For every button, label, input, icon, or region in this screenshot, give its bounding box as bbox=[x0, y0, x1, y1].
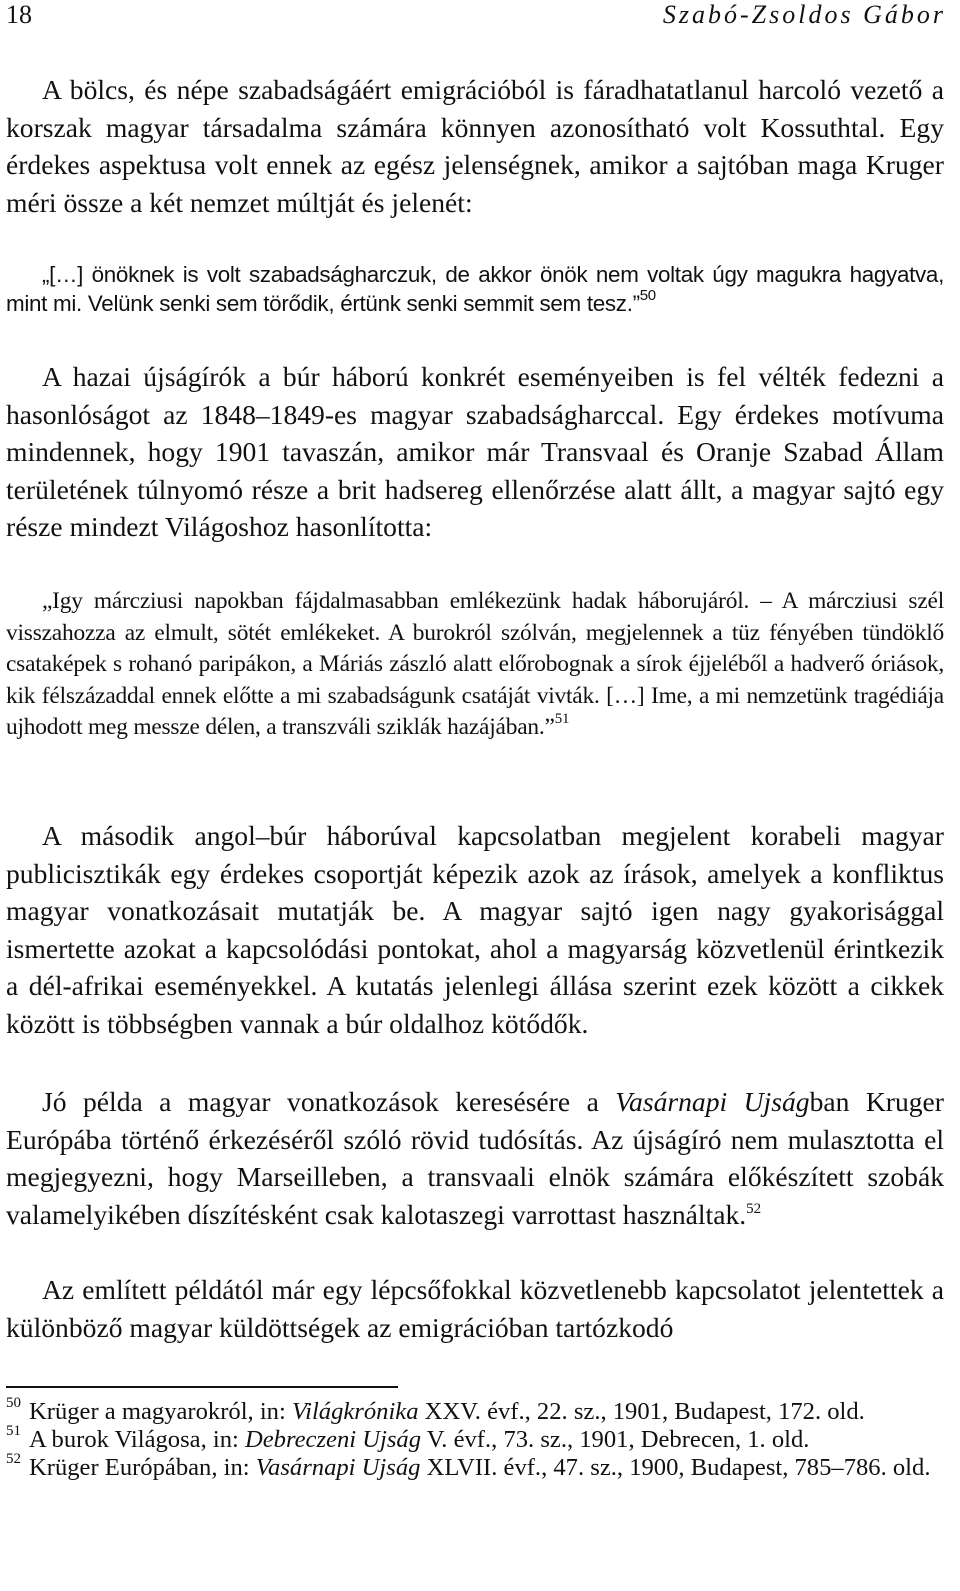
footnote-text: V. évf., 73. sz., 1901, Debrecen, 1. old. bbox=[421, 1425, 810, 1453]
footnote-51 bbox=[6, 1422, 944, 1454]
paragraph-kuldottsegek: Az említett példától már egy lépcsőfokkal közvetlenebb kapcsolatot jelentettek a különböző magyar küldöttségek az emigrációban tartózkodó bbox=[6, 1274, 944, 1343]
footnote-divider bbox=[6, 1386, 398, 1388]
footnote-52 bbox=[6, 1450, 944, 1482]
footnote-text: XLVII. évf., 47. sz., 1900, Budapest, 785–786. old. bbox=[420, 1453, 931, 1481]
quote-text: „[…] önöknek is volt szabadságharczuk, de akkor önök nem voltak úgy magukra hagyatva, mint mi. Velünk senki sem törődik, értünk senki semmit sem tesz.” bbox=[6, 262, 944, 316]
footnote-source: Vasárnapi Ujság bbox=[255, 1453, 421, 1481]
paragraph-kossuth: A bölcs, és népe szabadságáért emigrációból is fáradhatatlanul harcoló vezető a korszak magyar társadalma számára könnyen azonosítható volt Kossuthtal. Egy érdekes aspektusa volt ennek az egész jelenségnek, amikor a sajtóban maga Kruger méri össze a két nemzet múltját és jelenét: bbox=[6, 74, 944, 218]
quote-text: „Igy márcziusi napokban fájdalmasabban emlékezünk hadak háborujáról. – A márcziusi szél visszahozza az elmult, sötét emlékeket. A burokról szólván, megjelennek a tüz fényében tündöklő csataképek s rohanó paripákon, a Máriás zászló alatt előrobognak a sírok éjjeléből a hadverő óriások, kik félszázaddal ennek előtte a mi szabadságunk csatáját vivták. […] Ime, a mi nemzetünk tragédiája ujhodott meg messze délen, a transzváli sziklák hazájában.” bbox=[6, 588, 944, 740]
footnote-source: Világkrónika bbox=[291, 1398, 419, 1425]
footnote-source: Debreczeni Ujság bbox=[245, 1425, 421, 1453]
footnote-ref-51: 51 bbox=[554, 711, 570, 727]
paragraph-bur-haboru: A hazai újságírók a búr háború konkrét eseményeiben is fel vélték fedezni a hasonlóságot az 1848–1849-es magyar szabadságharccal. Egy érdekes motívuma mindennek, hogy 1901 tavaszán, amikor már Transvaal és Oranje Szabad Állam területének túlnyomó része a brit hadsereg ellenőrzése alatt állt, a magyar sajtó egy része mindezt Világoshoz hasonlította: bbox=[6, 361, 944, 542]
footnote-50 bbox=[6, 1395, 944, 1426]
paragraph-publicisztikak: A második angol–búr háborúval kapcsolatban megjelent korabeli magyar publicisztikák egy érdekes csoportját képezik azok az írások, amelyek a konfliktus magyar vonatkozásait mutatják be. A magyar sajtó igen nagy gyakorisággal ismertette azokat a kapcsolódási pontokat, ahol a magyarság közvetlenül érintkezik a dél-afrikai eseményekkel. A kutatás jelenlegi állása szerint ezek között a cikkek között is többségben vannak a búr oldalhoz kötődők. bbox=[6, 820, 944, 1039]
block-quote-kruger bbox=[6, 260, 944, 318]
page-number: 18 bbox=[6, 0, 32, 29]
journal-title: Vasárnapi Ujság bbox=[615, 1086, 810, 1117]
footnote-ref-50: 50 bbox=[639, 287, 656, 304]
footnote-ref-52: 52 bbox=[746, 1200, 762, 1217]
footnote-text: A burok Világosa, in: bbox=[29, 1425, 245, 1453]
footnotes bbox=[6, 1395, 944, 1481]
footnote-number: 52 bbox=[6, 1450, 21, 1467]
footnote-text: XXV. évf., 22. sz., 1901, Budapest, 172. old. bbox=[418, 1398, 865, 1425]
paragraph-vasarnapi-ujsag bbox=[6, 1083, 944, 1233]
footnote-text: Krüger a magyarokról, in: bbox=[29, 1398, 292, 1425]
paragraph-text: Jó példa a magyar vonatkozások keresésére a bbox=[42, 1086, 616, 1117]
footnote-text: Krüger Európában, in: bbox=[29, 1453, 256, 1481]
footnote-number: 50 bbox=[6, 1395, 21, 1411]
paragraph-text: ban Kruger Európába történő érkezéséről szóló rövid tudósítás. Az újságíró nem mulasztotta el megjegyezni, hogy Marseilleben, a transvaali elnök számára előkészített szobák valamelyikében díszítésként csak kalotaszegi varrottast használtak. bbox=[6, 1086, 944, 1230]
running-head-author: Szabó-Zsoldos Gábor bbox=[662, 0, 946, 29]
block-quote-vilagos bbox=[6, 586, 944, 744]
footnote-number: 51 bbox=[6, 1422, 21, 1439]
